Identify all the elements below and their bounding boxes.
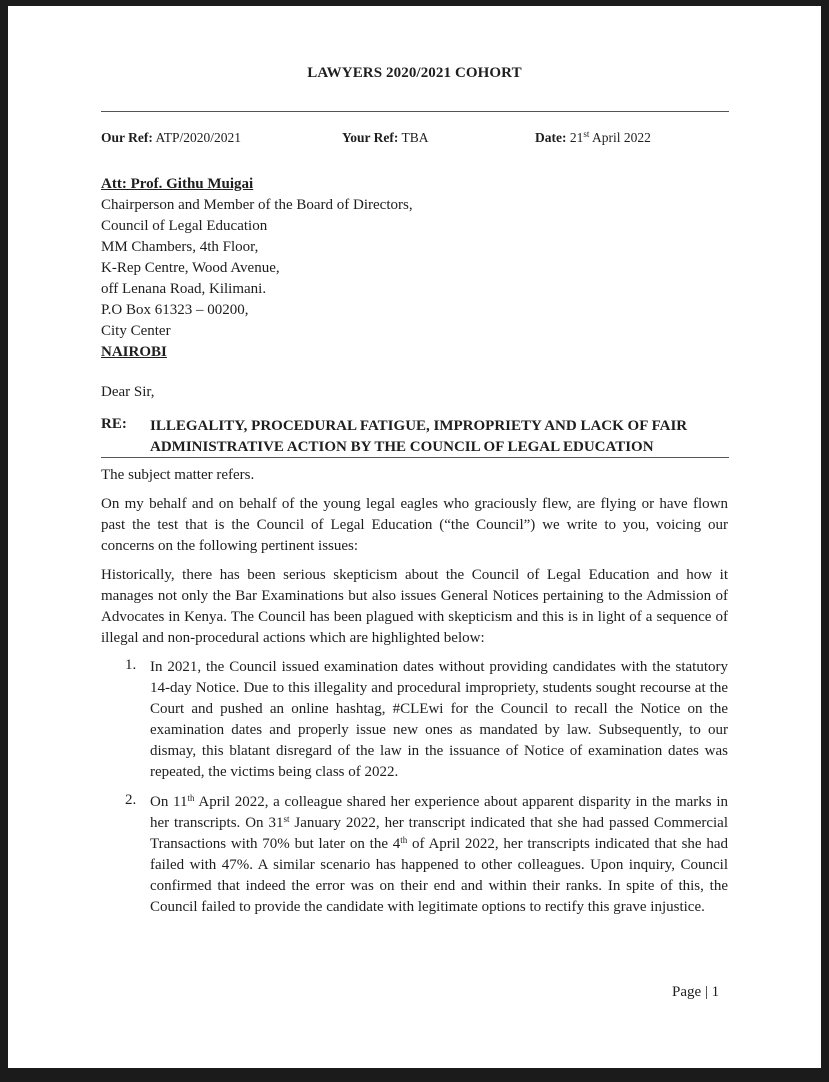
your-ref-value: TBA [401,130,429,145]
ordinal-suffix: th [187,793,195,803]
address-line: Council of Legal Education [101,218,268,234]
subject-line-1: ILLEGALITY, PROCEDURAL FATIGUE, IMPROPRIETY AND LACK OF FAIR [150,418,688,434]
subject-divider [101,457,729,458]
subject-label: RE: [101,416,127,432]
ordinal-suffix: st [283,814,290,824]
text-run: January 2022, her transcript indicated that she had passed Commercial Transactions with 70% but later on the 4 [150,815,729,852]
body-paragraph-2: On my behalf and on behalf of the young legal eagles who graciously flew, are flying or have flown past the test that is the Council of Legal Education (“the Council”) we write to you, voicing our concerns on the following pertinent issues: [101,496,728,554]
list-item-number: 2. [125,792,137,808]
date-label: Date: [535,130,567,145]
address-line: K-Rep Centre, Wood Avenue, [101,260,280,276]
your-ref [342,130,429,146]
list-item-text: In 2021, the Council issued examination dates without providing candidates with the statutory 14-day Notice. Due to this illegality and procedural impropriety, students sought recourse at the Court and pushed an online hashtag, #CLEwi for the Council to recall the Notice on the examination dates and properly issue new ones as mandated by law. Subsequently, to our dismay, this blatant disregard of the law in the issuance of Notice of examination dates was repeated, the victims being class of 2022. [150,659,728,780]
text-run: of April 2022, her transcripts indicated that she had failed with 47%. A similar scenario has happened to other colleagues. Upon inquiry, Council confirmed that indeed the error was on their end and within their ranks. In spite of this, the Council failed to provide the candidate with legitimate options to rectify this grave injustice. [150,836,728,915]
date-day: 21 [569,130,584,145]
subject-line [150,416,740,458]
text-run: On 11 [150,794,188,810]
header-divider [101,111,729,112]
our-ref [101,130,241,146]
address-line: City Center [101,323,171,339]
our-ref-label: Our Ref: [101,130,153,145]
text-run: April 2022, a colleague shared her experience about apparent disparity in the marks in her transcripts. On 31 [150,794,729,831]
your-ref-label: Your Ref: [342,130,399,145]
date-suffix: st [583,129,590,139]
ordinal-suffix: th [400,835,408,845]
recipient-address [101,174,721,363]
letter-page [8,6,821,1068]
list-item-number: 1. [125,657,137,673]
address-city: NAIROBI [101,344,167,360]
address-line: MM Chambers, 4th Floor, [101,239,259,255]
our-ref-value: ATP/2020/2021 [155,130,242,145]
page-number: Page | 1 [672,984,720,1000]
letter-heading: LAWYERS 2020/2021 COHORT [307,65,522,81]
address-line: Chairperson and Member of the Board of Directors, [101,197,413,213]
letter-date [535,130,651,146]
address-line: off Lenana Road, Kilimani. [101,281,267,297]
body-paragraph-3: Historically, there has been serious skepticism about the Council of Legal Education and how it manages not only the Bar Examinations but also issues General Notices pertaining to the Admission of Advocates in Kenya. The Council has been plagued with skepticism and this is in light of a sequence of illegal and non-procedural actions which are highlighted below: [101,567,728,646]
subject-line-2: ADMINISTRATIVE ACTION BY THE COUNCIL OF LEGAL EDUCATION [150,439,654,455]
body-paragraph-1: The subject matter refers. [101,467,255,483]
list-item-text [150,792,728,918]
salutation: Dear Sir, [101,384,155,400]
date-rest: April 2022 [592,130,651,145]
address-line: P.O Box 61323 – 00200, [101,302,249,318]
attention-line: Att: Prof. Githu Muigai [101,176,254,192]
